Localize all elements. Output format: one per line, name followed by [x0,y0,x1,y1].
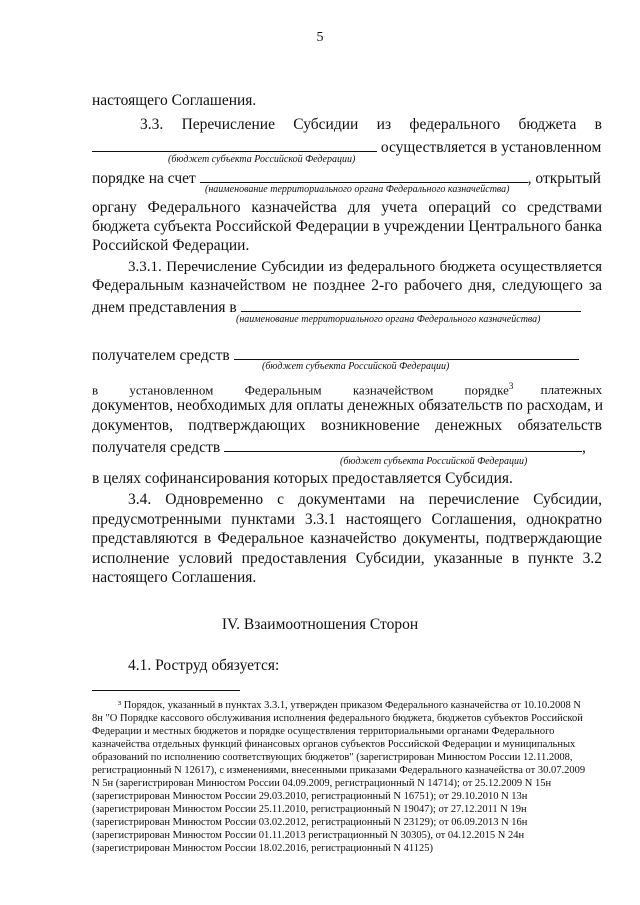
footnote-line: (зарегистрирован Минюстом России 01.11.2013 регистрационный N 30305), от 04.12.2015 N 24н [92,830,525,841]
text-fragment: порядке на счет [92,170,196,187]
text-fragment: платежных [540,382,603,398]
page-number: 5 [316,30,324,45]
text-line: в целях софинансирования которых предоставляется Субсидия. [92,470,513,487]
blank-field [241,297,581,312]
footnote-line: (зарегистрирован Минюстом России 25.11.2010, регистрационный N 19047); от 27.12.2011 N 19н [92,804,527,815]
blank-field [200,168,528,183]
field-hint: (бюджет субъекта Российской Федерации) [262,361,450,372]
field-hint: (бюджет субъекта Российской Федерации) [340,456,528,467]
text-line: 3.3.1. Перечисление Субсидии из федерального бюджета осуществляется [128,259,602,275]
text-line: Федеральным казначейством не позднее 2-го рабочего дня, следующего за [92,277,602,294]
footnote-line: (зарегистрирован Минюстом России 18.02.2016, регистрационный N 41125) [92,843,433,854]
footnote-line: ³ Порядок, указанный в пунктах 3.3.1, утвержден приказом Федерального казначейства от 10.10.2008 N [118,700,581,711]
footnote-line: N 5н (зарегистрирован Минюстом России 04.09.2009, регистрационный N 14714); от 25.12.2009 N 15н [92,778,552,789]
footnote-line: казначейства отдельных функций финансовых органов субъектов Российской Федерации и муниципальных [92,739,576,750]
field-hint: (бюджет субъекта Российской Федерации) [168,154,356,165]
text-line: представляются в Федеральное казначейство документы, подтверждающие [92,530,602,547]
blank-field [224,437,582,452]
text-line: документов, необходимых для оплаты денежных обязательств по расходам, и [92,397,604,414]
list-item: 4.1. Роструд обязуется: [128,657,280,674]
text-line: 3.4. Одновременно с документами на перечисление Субсидии, [128,491,602,508]
footnote-line: (зарегистрирован Минюстом России 29.03.2010, регистрационный N 16751); от 29.10.2010 N 13н [92,791,528,802]
text-line [92,437,602,457]
footnote-line: регистрационный N 12617), с изменениями, внесенными приказами Федерального казначейства от 30.07.2009 [92,765,586,776]
text-line: предусмотренными пунктами 3.3.1 настоящего Соглашения, однократно [92,511,602,528]
text-line: документов, подтверждающих возникновение денежных обязательств [92,417,602,434]
text-line: органу Федерального казначейства для учета операций со средствами [92,199,602,216]
footnote-reference: 3 [508,381,514,391]
text-line: настоящего Соглашения. [92,569,257,586]
text-fragment: , открытый [527,170,601,187]
text-fragment: в установленном Федеральным казначейством порядке [92,382,509,398]
text-fragment: , [582,439,586,456]
text-line: 3.3. Перечисление Субсидии из федерального бюджета в [140,116,602,133]
text-line: бюджета субъекта Российской Федерации в учреждении Центрального банка [92,218,603,235]
footnote-line: 8н "О Порядке кассового обслуживания исполнения федерального бюджета, бюджетов субъектов Российской [92,713,583,724]
text-fragment: днем представления в [92,299,237,316]
text-fragment: получателем средств [92,347,230,364]
field-hint: (наименование территориального органа Федерального казначейства) [236,314,541,325]
text-line: настоящего Соглашения. [92,92,257,109]
text-fragment: получателя средств [92,439,221,456]
footnote-divider [92,690,240,691]
blank-field [234,345,579,360]
section-heading: IV. Взаимоотношения Сторон [221,616,419,633]
footnote-line: образований по исполнению соответствующих бюджетов" (зарегистрирован Минюстом России 12.11.2008, [92,752,573,763]
text-line: Российской Федерации. [92,237,250,254]
field-hint: (наименование территориального органа Федерального казначейства) [205,184,510,195]
footnote-line: Федерации и местных бюджетов и порядке осуществления территориальными органами Федерального [92,726,555,737]
text-fragment: осуществляется в установленном [380,139,602,156]
blank-field [92,137,377,152]
footnote-line: (зарегистрирован Минюстом России 03.02.2012, регистрационный N 23129); от 06.09.2013 N 16н [92,817,528,828]
text-line: исполнение условий предоставления Субсидии, указанные в пункте 3.2 [92,550,602,567]
text-line [92,377,602,399]
